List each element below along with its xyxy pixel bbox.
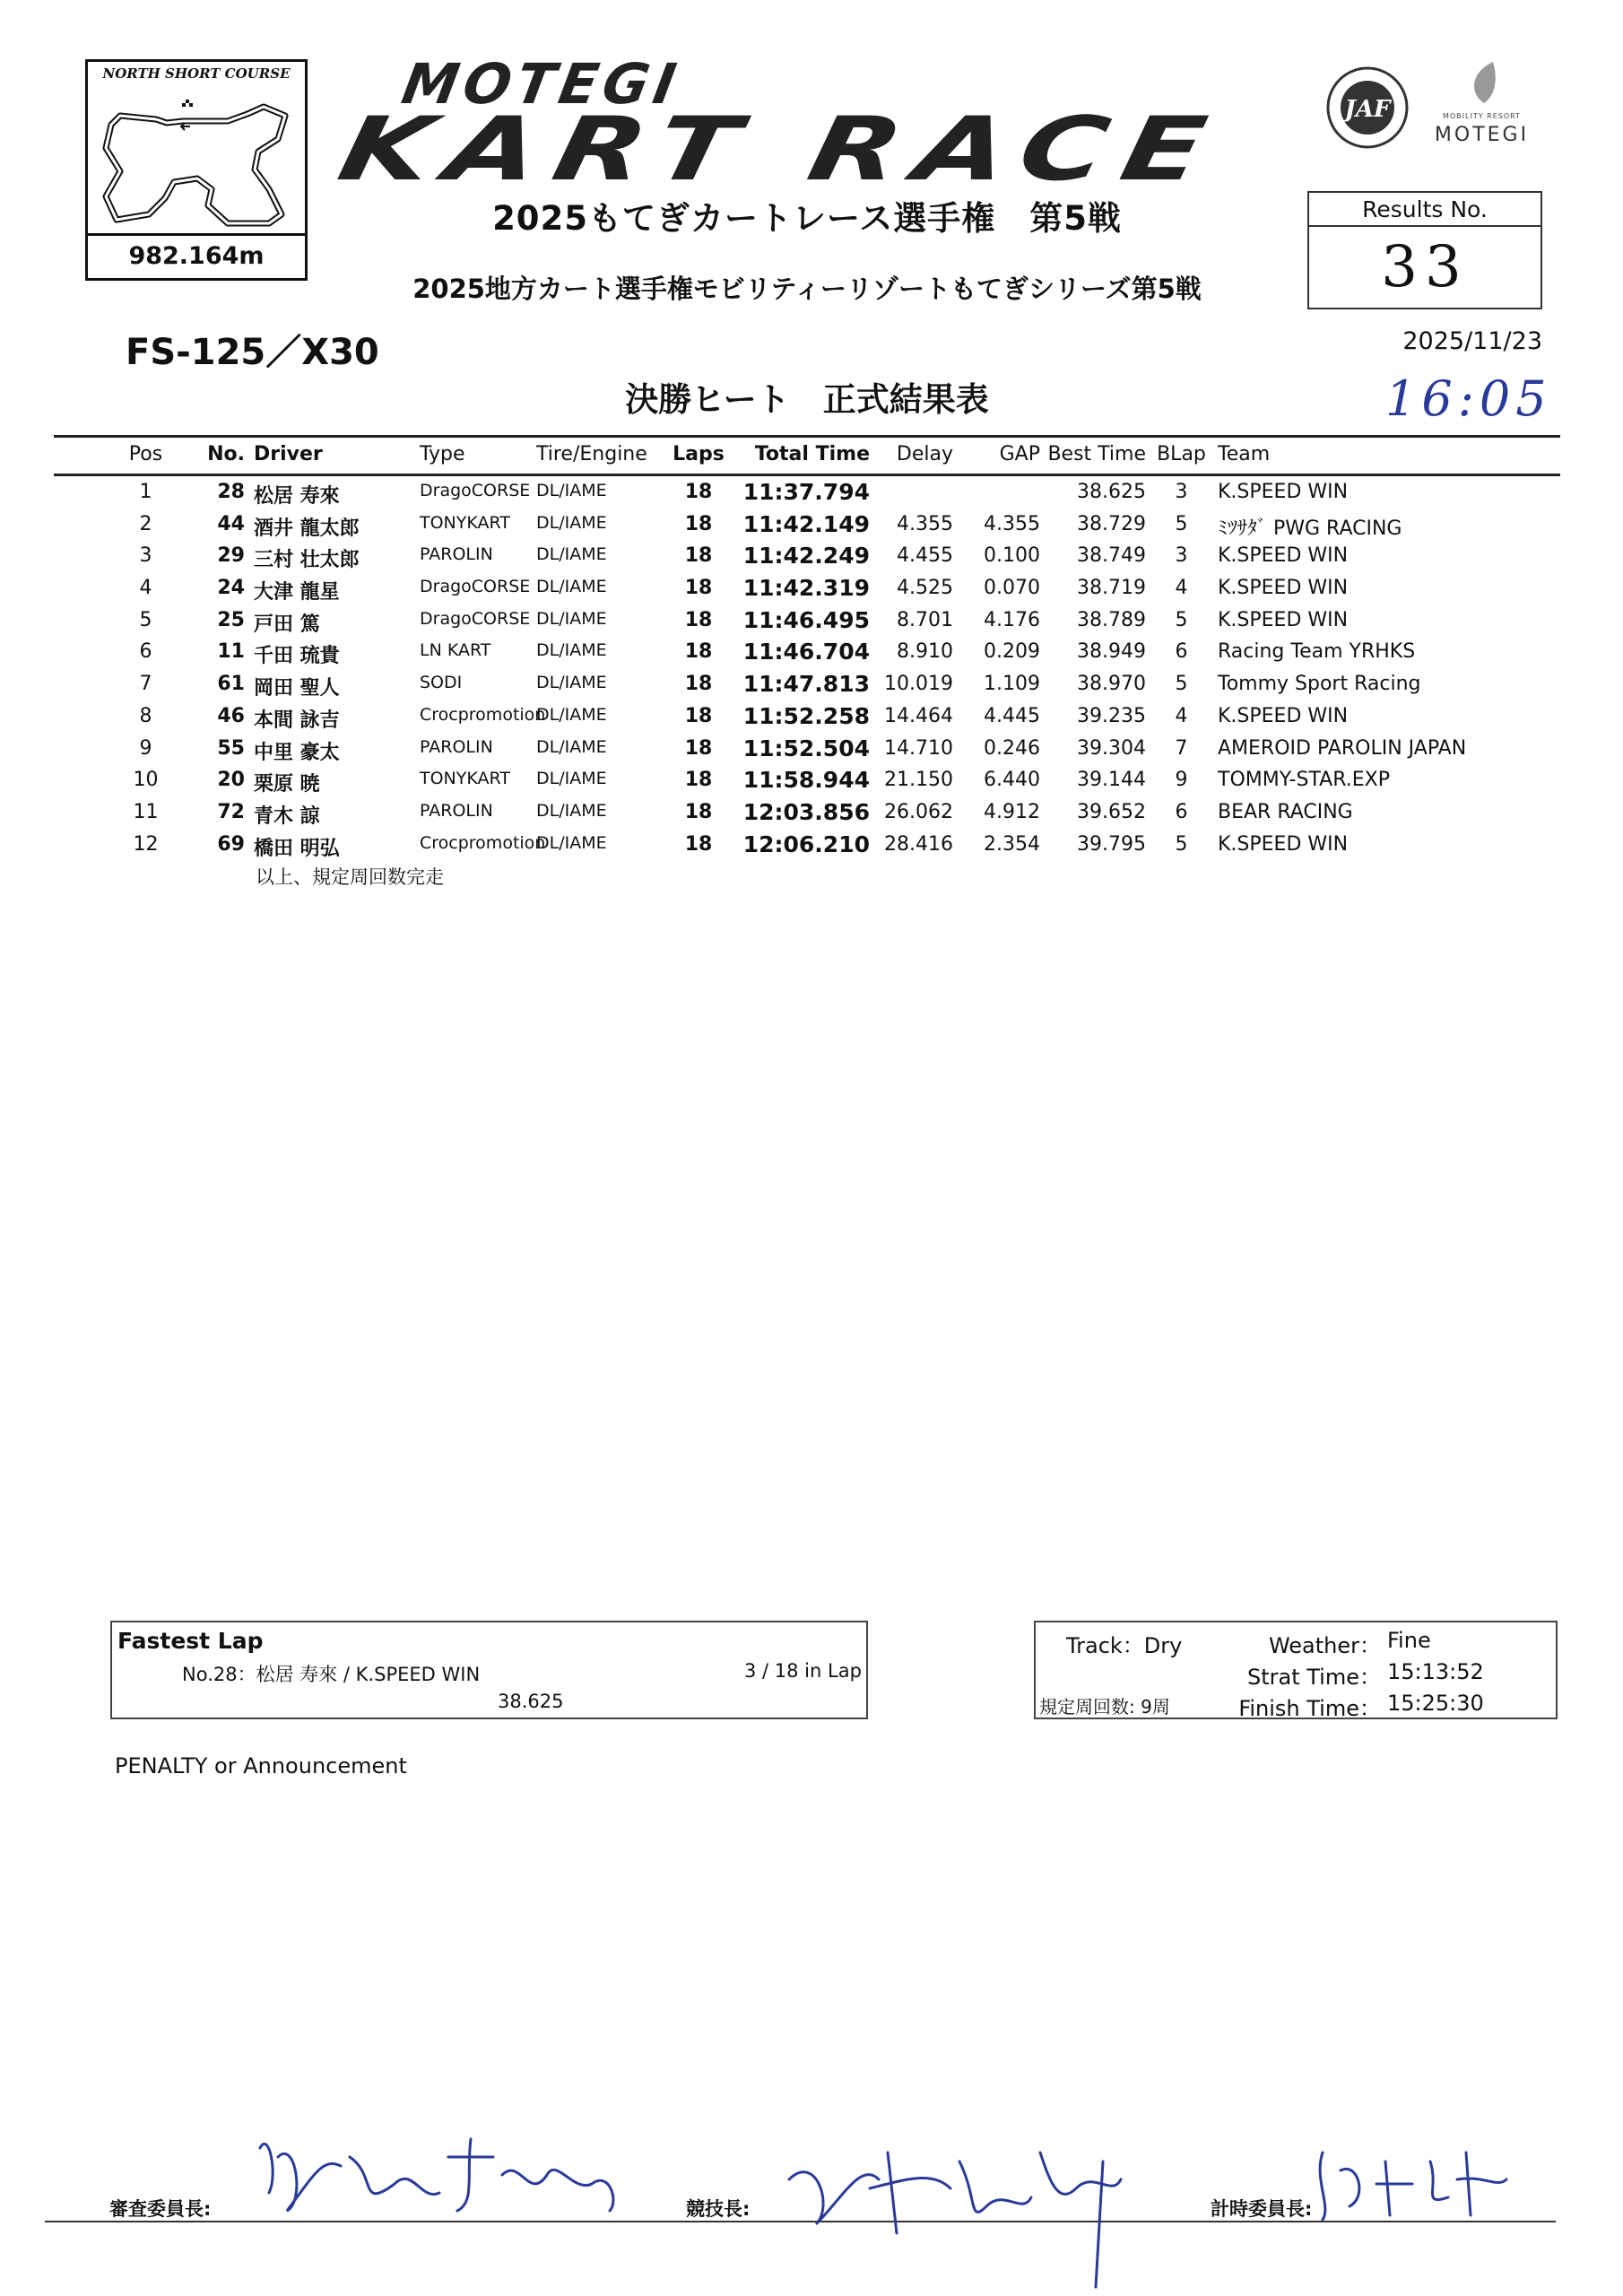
event-subtitle: 2025地方カート選手権モビリティーリゾートもてぎシリーズ第5戦 <box>412 274 1202 304</box>
row-gap: 0.209 <box>984 640 1040 664</box>
row-team: K.SPEED WIN <box>1218 704 1349 727</box>
row-best-time: 38.970 <box>1077 673 1146 696</box>
row-driver: 栗原 暁 <box>254 773 320 796</box>
row-laps: 18 <box>684 769 713 792</box>
row-laps: 18 <box>684 608 713 631</box>
row-laps: 18 <box>684 512 713 535</box>
row-best-lap: 3 <box>1175 481 1188 503</box>
fastest-lap-detail: No.28：松居 寿來 / K.SPEED WIN <box>182 1664 481 1685</box>
row-best-lap: 5 <box>1175 673 1188 696</box>
table-row <box>0 831 1623 863</box>
svg-text:16:05: 16:05 <box>1385 370 1552 427</box>
fastest-lap-lap-info: 3 / 18 in Lap <box>744 1660 862 1682</box>
row-driver: 岡田 聖人 <box>254 677 340 700</box>
penalty-announcement-label: PENALTY or Announcement <box>115 1753 407 1779</box>
row-number: 55 <box>217 736 245 760</box>
row-driver: 戸田 篤 <box>254 613 320 636</box>
row-driver: 中里 豪太 <box>254 741 340 764</box>
row-team: K.SPEED WIN <box>1218 832 1349 856</box>
header-total-time: Total Time <box>754 443 870 465</box>
row-tire-engine: DL/IAME <box>536 736 607 757</box>
row-best-time: 39.144 <box>1077 769 1146 792</box>
row-total-time: 11:42.249 <box>742 543 870 570</box>
race-conditions-box <box>1034 1621 1558 1719</box>
row-number: 61 <box>217 673 245 696</box>
row-tire-engine: DL/IAME <box>536 673 607 693</box>
track-condition: Track：Dry <box>1066 1633 1183 1658</box>
row-tire-engine: DL/IAME <box>536 704 607 725</box>
header-tire-engine: Tire/Engine <box>536 443 647 465</box>
row-delay: 28.416 <box>884 832 953 856</box>
row-total-time: 12:06.210 <box>742 831 870 857</box>
race-date: 2025/11/23 <box>1402 327 1542 355</box>
row-tire-engine: DL/IAME <box>536 832 607 853</box>
row-team: AMEROID PAROLIN JAPAN <box>1218 736 1467 760</box>
row-total-time: 11:52.504 <box>742 735 870 761</box>
header-pos: Pos <box>128 443 163 465</box>
row-driver: 本間 詠吉 <box>254 709 340 732</box>
results-number-label: Results No. <box>1309 193 1541 227</box>
row-best-time: 39.795 <box>1077 832 1146 856</box>
row-type: PAROLIN <box>420 800 493 821</box>
results-table-body <box>0 478 1623 862</box>
row-number: 69 <box>217 832 245 856</box>
row-driver: 松居 寿來 <box>254 485 340 508</box>
row-best-lap: 7 <box>1175 736 1188 760</box>
row-total-time: 11:52.258 <box>742 702 870 729</box>
row-team: Tommy Sport Racing <box>1218 673 1421 696</box>
fastest-lap-box <box>110 1621 868 1719</box>
header-driver: Driver <box>254 443 323 465</box>
row-best-lap: 6 <box>1175 800 1188 823</box>
row-driver: 千田 琉貴 <box>254 645 340 668</box>
kart-race-logo <box>314 99 1264 201</box>
row-number: 72 <box>217 800 245 823</box>
clerk-of-course-label: 競技長: <box>686 2198 751 2220</box>
table-row <box>0 574 1623 606</box>
timing-chief-label: 計時委員長: <box>1211 2198 1313 2220</box>
row-driver: 橋田 明弘 <box>254 837 340 860</box>
row-gap: 4.355 <box>984 512 1040 535</box>
completion-note: 以上、規定周回数完走 <box>256 866 444 888</box>
row-delay: 26.062 <box>884 800 953 823</box>
row-tire-engine: DL/IAME <box>536 577 607 597</box>
table-row <box>0 510 1623 543</box>
heat-title: 決勝ヒート 正式結果表 <box>625 380 989 419</box>
row-laps: 18 <box>684 640 713 664</box>
row-best-lap: 9 <box>1175 769 1188 792</box>
row-laps: 18 <box>684 704 713 727</box>
row-tire-engine: DL/IAME <box>536 481 607 500</box>
row-pos: 6 <box>139 640 152 664</box>
row-number: 46 <box>217 704 245 727</box>
svg-text:KART RACE: KART RACE <box>330 99 1013 201</box>
row-delay: 4.355 <box>897 512 953 535</box>
row-type: TONYKART <box>420 512 510 533</box>
row-best-lap: 5 <box>1175 608 1188 631</box>
header-team: Team <box>1218 443 1271 465</box>
row-delay: 8.701 <box>897 608 953 631</box>
row-pos: 1 <box>139 481 152 503</box>
row-best-time: 38.729 <box>1077 512 1146 535</box>
row-gap: 4.176 <box>984 608 1040 631</box>
row-laps: 18 <box>684 673 713 696</box>
row-tire-engine: DL/IAME <box>536 640 607 661</box>
row-team: K.SPEED WIN <box>1218 544 1349 568</box>
row-pos: 12 <box>133 832 159 856</box>
row-number: 20 <box>217 769 245 792</box>
row-laps: 18 <box>684 800 713 823</box>
row-type: Crocpromotion <box>420 704 546 725</box>
row-team: K.SPEED WIN <box>1218 577 1349 600</box>
header-type: Type <box>420 443 465 465</box>
row-number: 28 <box>217 481 245 503</box>
row-total-time: 11:58.944 <box>742 767 870 794</box>
row-delay: 21.150 <box>884 769 953 792</box>
row-delay: 8.910 <box>897 640 953 664</box>
row-total-time: 11:46.495 <box>742 606 870 633</box>
start-time-value: 15:13:52 <box>1387 1659 1484 1684</box>
row-best-time: 39.304 <box>1077 736 1146 760</box>
fastest-lap-time: 38.625 <box>498 1691 564 1712</box>
row-pos: 2 <box>139 512 152 535</box>
row-tire-engine: DL/IAME <box>536 800 607 821</box>
table-row <box>0 735 1623 767</box>
row-type: PAROLIN <box>420 544 493 565</box>
row-number: 44 <box>217 512 245 535</box>
row-gap: 2.354 <box>984 832 1040 856</box>
row-number: 25 <box>217 608 245 631</box>
row-gap: 0.246 <box>984 736 1040 760</box>
svg-text:MOTEGI: MOTEGI <box>397 51 686 117</box>
header-best-time: Best Time <box>1047 443 1146 465</box>
table-row <box>0 766 1623 798</box>
header-gap: GAP <box>999 443 1040 465</box>
row-pos: 11 <box>133 800 159 823</box>
class-name: FS-125／X30 <box>126 332 379 373</box>
row-pos: 4 <box>139 577 152 600</box>
row-team: ﾐﾂｻﾀﾞ PWG RACING <box>1218 517 1402 540</box>
row-total-time: 11:37.794 <box>742 479 870 505</box>
regulation-laps: 規定周回数: 9周 <box>1039 1696 1170 1718</box>
header-laps: Laps <box>673 443 725 465</box>
resort-name: MOTEGI <box>1434 124 1530 146</box>
row-gap: 4.912 <box>984 800 1040 823</box>
row-delay: 14.710 <box>884 736 953 760</box>
row-number: 24 <box>217 577 245 600</box>
row-pos: 5 <box>139 608 152 631</box>
table-row <box>0 798 1623 831</box>
resort-small-text: MOBILITY RESORT <box>1442 112 1522 120</box>
table-row <box>0 638 1623 670</box>
clerk-of-course-signature <box>762 2126 1157 2292</box>
row-gap: 0.070 <box>984 577 1040 600</box>
row-total-time: 11:42.149 <box>742 510 870 537</box>
event-title: 2025もてぎカートレース選手権 第5戦 <box>492 199 1122 238</box>
row-team: BEAR RACING <box>1218 800 1353 823</box>
chief-steward-label: 審査委員長: <box>109 2198 212 2220</box>
row-best-time: 38.789 <box>1077 608 1146 631</box>
row-delay: 10.019 <box>884 673 953 696</box>
row-gap: 4.445 <box>984 704 1040 727</box>
svg-text:JAF: JAF <box>1344 96 1391 123</box>
row-driver: 大津 龍星 <box>254 581 340 604</box>
row-laps: 18 <box>684 736 713 760</box>
row-laps: 18 <box>684 832 713 856</box>
row-number: 29 <box>217 544 245 568</box>
row-driver: 青木 諒 <box>254 804 320 828</box>
track-map-icon <box>93 89 301 232</box>
row-total-time: 11:42.319 <box>742 575 870 602</box>
row-total-time: 11:46.704 <box>742 639 870 665</box>
row-best-time: 39.652 <box>1077 800 1146 823</box>
row-driver: 酒井 龍太郎 <box>254 517 360 540</box>
row-gap: 1.109 <box>984 673 1040 696</box>
results-number-box <box>1307 191 1542 309</box>
finish-time-label: Finish Time： <box>1238 1696 1381 1721</box>
row-total-time: 11:47.813 <box>742 671 870 698</box>
row-type: TONYKART <box>420 769 510 789</box>
row-tire-engine: DL/IAME <box>536 512 607 533</box>
row-team: Racing Team YRHKS <box>1218 640 1416 664</box>
row-type: Crocpromotion <box>420 832 546 853</box>
row-team: K.SPEED WIN <box>1218 608 1349 631</box>
row-pos: 9 <box>139 736 152 760</box>
row-best-lap: 4 <box>1175 577 1188 600</box>
start-time-label: Strat Time： <box>1247 1665 1381 1690</box>
row-best-time: 38.949 <box>1077 640 1146 664</box>
row-type: DragoCORSE <box>420 608 531 629</box>
row-gap: 0.100 <box>984 544 1040 568</box>
row-tire-engine: DL/IAME <box>536 544 607 565</box>
row-type: DragoCORSE <box>420 481 531 500</box>
row-best-time: 38.625 <box>1077 481 1146 503</box>
row-tire-engine: DL/IAME <box>536 608 607 629</box>
row-best-lap: 3 <box>1175 544 1188 568</box>
row-best-time: 39.235 <box>1077 704 1146 727</box>
weather-value: Fine <box>1387 1628 1431 1653</box>
row-pos: 8 <box>139 704 152 727</box>
row-laps: 18 <box>684 481 713 503</box>
leaf-icon <box>1466 58 1502 108</box>
row-driver: 三村 壮太郎 <box>254 549 360 572</box>
header-blap: BLap <box>1157 443 1206 465</box>
jaf-seal-icon <box>1314 63 1421 152</box>
table-row <box>0 670 1623 702</box>
track-length: 982.164m <box>88 233 305 278</box>
row-type: PAROLIN <box>420 736 493 757</box>
header-no: No. <box>207 443 245 465</box>
table-row <box>0 542 1623 574</box>
row-type: DragoCORSE <box>420 577 531 597</box>
results-number-value: 33 <box>1381 234 1469 300</box>
row-type: LN KART <box>420 640 491 661</box>
row-laps: 18 <box>684 577 713 600</box>
chief-steward-signature <box>242 2121 655 2229</box>
row-best-time: 38.749 <box>1077 544 1146 568</box>
row-delay: 14.464 <box>884 704 953 727</box>
weather-label: Weather： <box>1268 1633 1381 1658</box>
table-header-rule <box>54 474 1560 476</box>
row-total-time: 12:03.856 <box>742 798 870 825</box>
table-top-rule <box>54 435 1560 438</box>
row-delay: 4.455 <box>897 544 953 568</box>
row-laps: 18 <box>684 544 713 568</box>
row-team: TOMMY-STAR.EXP <box>1218 769 1390 792</box>
table-row <box>0 606 1623 639</box>
row-team: K.SPEED WIN <box>1218 481 1349 503</box>
mobility-resort-logo <box>1426 58 1538 152</box>
row-best-lap: 5 <box>1175 832 1188 856</box>
track-info-box <box>85 59 308 281</box>
row-best-lap: 4 <box>1175 704 1188 727</box>
finish-time-value: 15:25:30 <box>1387 1691 1484 1716</box>
table-row <box>0 478 1623 510</box>
row-best-lap: 5 <box>1175 512 1188 535</box>
table-row <box>0 702 1623 735</box>
row-pos: 10 <box>133 769 159 792</box>
header-delay: Delay <box>896 443 953 465</box>
row-gap: 6.440 <box>984 769 1040 792</box>
row-pos: 3 <box>139 544 152 568</box>
row-best-time: 38.719 <box>1077 577 1146 600</box>
results-table-header <box>0 443 1623 472</box>
row-tire-engine: DL/IAME <box>536 769 607 789</box>
row-delay: 4.525 <box>897 577 953 600</box>
row-best-lap: 6 <box>1175 640 1188 664</box>
fastest-lap-title: Fastest Lap <box>117 1628 264 1654</box>
handwritten-time <box>1376 363 1552 427</box>
timing-chief-signature <box>1305 2135 1520 2224</box>
row-number: 11 <box>217 640 245 664</box>
course-name: NORTH SHORT COURSE <box>102 65 291 82</box>
row-type: SODI <box>420 673 463 693</box>
row-pos: 7 <box>139 673 152 696</box>
